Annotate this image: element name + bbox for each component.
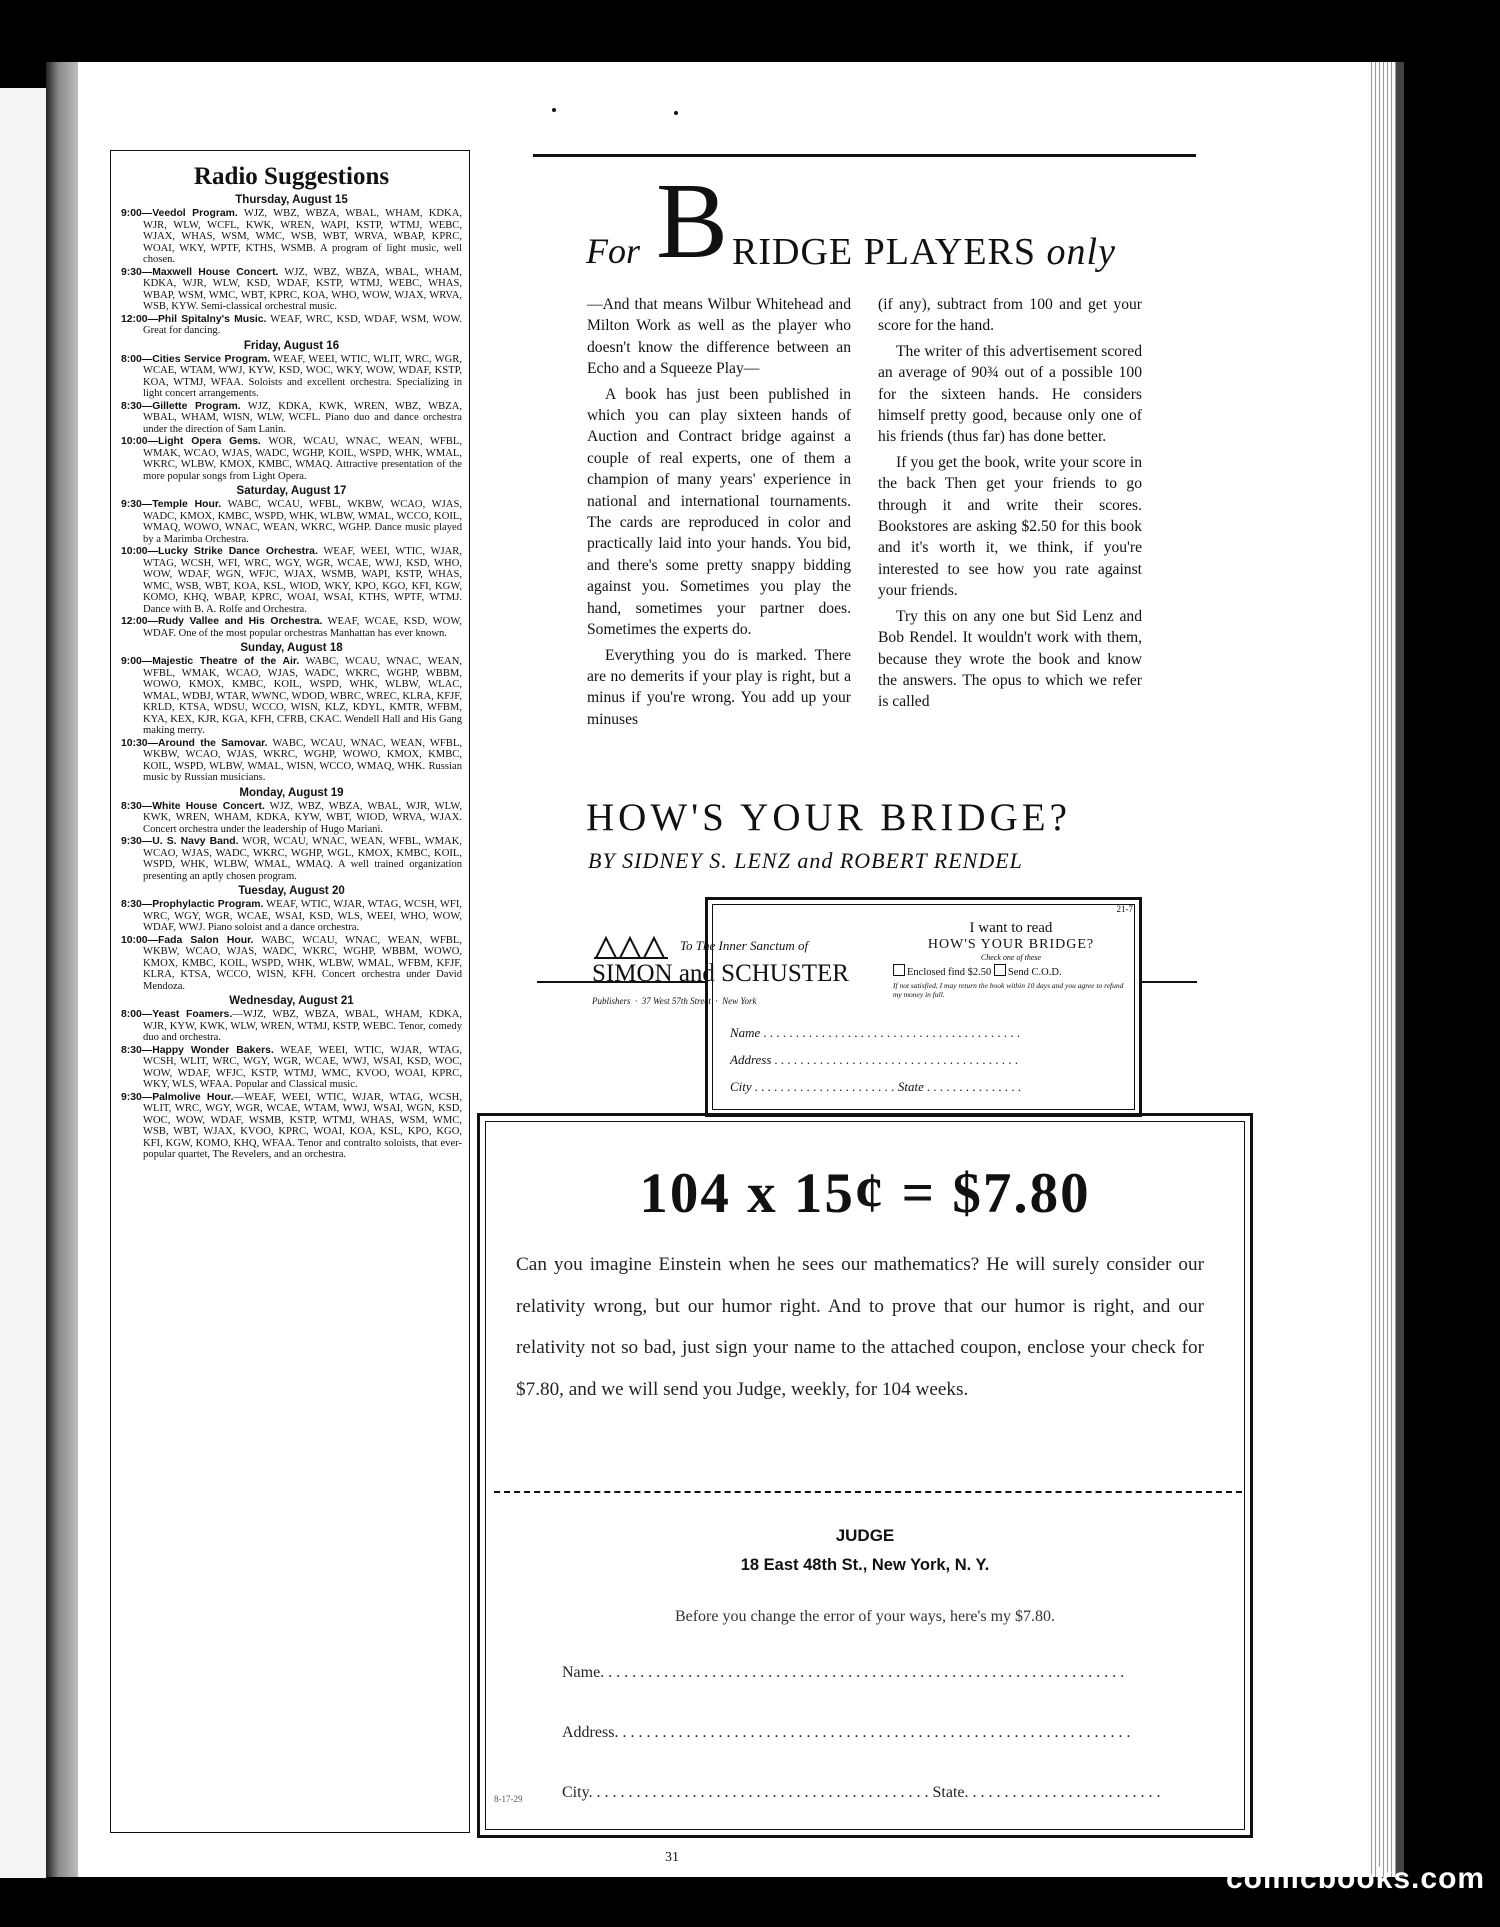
program-stations: WEAF, WCAE, KSD, WOW, WDAF. One of the most popular orchestras Manhattan has ever known. [143,616,462,639]
coupon-code: 21-7 [1116,904,1133,914]
radio-day-heading: Friday, August 16 [243,339,340,352]
page-edge-shadow [1396,62,1404,1877]
program-time-name: 12:00—Rudy Vallee and His Orchestra. [121,616,323,627]
radio-program [121,546,462,615]
program-time: 8:30 [121,899,142,910]
radio-program [121,1009,462,1044]
judge-name: JUDGE [835,1526,895,1545]
program-time-name: 8:00—Yeast Foamers. [121,1009,233,1020]
judge-state-label: State [932,1784,965,1801]
coupon-to-line: To The Inner Sanctum of [680,938,809,953]
bridge-paragraph: Everything you do is marked. There are no demerits if your play is right, but a minus if you're wrong. You add up your minuses [587,646,851,728]
radio-day-heading: Tuesday, August 20 [238,885,345,897]
judge-city-field[interactable]: City. . . . . . . . . . . . . . . . . . . . . . . . . . . . . . . . . . . . . . . . . . . State. . . . . . . . . . . . . . . . . . . . . . . . . [562,1784,1161,1801]
program-name: Prophylactic Program. [152,899,264,910]
program-stations: WJZ, KDKA, KWK, WREN, WBZ, WBZA, WBAL, WHAM, WISN, WLW, WCFL. Piano duo and dance orchestra under the direction of Sam Lanin. [143,400,462,435]
program-name: Majestic Theatre of the Air. [152,656,300,667]
radio-program [121,836,463,882]
program-time-name: 10:30—Around the Samovar. [121,737,268,749]
radio-program [121,656,462,737]
print-speck [674,111,678,115]
radio-listings [121,194,462,1161]
bridge-paragraph: —And that means Wilbur Whitehead and Milton Work as well as the player who doesn't know the difference between an Echo and a Squeeze Play— [587,296,851,378]
radio-program [121,353,462,400]
bridge-paragraph: If you get the book, write your score in the back Then get your friends to go through it and write their scores. Bookstores are asking $2.50 for this book and it's worth it, we think, if you're interested to see how you rate against your friends. [878,453,1142,600]
program-time: 10:00 [121,934,148,946]
program-time-name: 9:30—Temple Hour. [121,499,222,510]
program-name: Around the Samovar. [157,737,268,749]
coupon-book-title: HOW'S YOUR BRIDGE? [927,937,1095,952]
bridge-ad-top-rule [533,154,1196,157]
publisher-label: Publishers [592,996,631,1006]
coupon-address-field[interactable]: Address . . . . . . . . . . . . . . . . . . . . . . . . . . . . . . . . . . . . . . [730,1052,1019,1067]
program-stations: WEAF, WEEI, WTIC, WLIT, WRC, WGR, WCAE, WTAM, WWJ, KYW, KSD, WOC, WKY, WOW, WDAF, KSTP, KOA, WTMJ, WFAA. Soloists and excellent orchestra. Specializing in light concert arrangements. [143,353,462,399]
program-time-name: 9:30—Palmolive Hour. [121,1091,234,1103]
program-time: 9:30 [121,836,142,847]
program-name: Veedol Program. [152,208,238,219]
cod-checkbox[interactable] [994,964,1006,976]
radio-program [121,313,462,337]
program-name: Palmolive Hour. [152,1091,234,1103]
sower-logo-icon [592,934,672,960]
bridge-ad-column-1 [587,294,851,734]
coupon-city-label: City [730,1079,752,1094]
program-time-name: 9:00—Veedol Program. [121,208,238,219]
bridge-paragraph: (if any), subtract from 100 and get your score for the hand. [878,296,1142,335]
program-time: 10:30 [121,737,148,749]
book-title: HOW'S YOUR BRIDGE? [586,796,1071,839]
radio-program [121,737,462,784]
program-time: 9:30 [121,499,142,510]
enclosed-checkbox[interactable] [893,964,905,976]
program-time-name: 10:00—Light Opera Gems. [121,436,261,447]
bridge-ad-column-2 [878,294,1142,717]
radio-day-heading: Monday, August 19 [239,786,344,799]
judge-name-label: Name [562,1664,601,1681]
coupon-options [893,964,1129,978]
headline-only: only [1046,231,1116,273]
publisher-name: SIMON and SCHUSTER [592,960,849,987]
publisher-city: New York [722,996,757,1006]
coupon-name-label: Name [730,1025,761,1040]
program-name: Temple Hour. [152,499,222,510]
bridge-ad-headline [586,162,1206,281]
program-name: White House Concert. [152,800,265,812]
radio-suggestions-box [110,150,470,1833]
radio-day-heading: Thursday, August 15 [235,194,348,206]
program-time-name: 8:30—White House Concert. [121,800,265,812]
judge-coupon-caption: Before you change the error of your ways, here's my $7.80. [674,1608,1056,1625]
coupon-address-label: Address [730,1052,772,1067]
radio-program [121,899,462,934]
program-time-name: 8:00—Cities Service Program. [121,353,271,365]
program-stations: —WEAF, WEEI, WTIC, WJAR, WTAG, WCSH, WLIT, WRC, WGY, WGR, WCAE, WTAM, WWJ, WSAI, WGN, KSD, WOC, WOW, WDAF, WSMB, KSTP, WTMJ, WHAS, WSM, WMC, WSB, WBT, WJAX, KVOO, KPRC, WOAI, KOA, KSL, KPO, KGO, KFI, KGW, KOMO, KHQ, WFAA. Tenor and contralto soloists, that ever-popular quartet, The Revelers, and an orchestra. [143,1091,462,1160]
program-time-name: 9:30—Maxwell House Concert. [121,266,279,278]
program-time: 8:00 [121,353,142,365]
judge-headline: 104 x 15¢ = $7.80 [639,1162,1091,1225]
judge-name-field[interactable]: Name. . . . . . . . . . . . . . . . . . . . . . . . . . . . . . . . . . . . . . . . . . . . . . . . . . . . . . . . . . . . . . . . . . [562,1664,1125,1681]
program-time: 9:00 [121,208,142,219]
program-stations: WABC, WCAU, WNAC, WEAN, WFBL, WKBW, WCAO, WJAS, WADC, WKRC, WGHP, WBBM, WOWO, KMOX, KMBC, KOIL, WSPD, WHK, WLBW, WMAL, WFBM, KFJF, KLRA, KTSA, WCCO, WISN, KFH. Concert orchestra under David Mendoza. [143,934,462,992]
program-name: Fada Salon Hour. [157,934,254,946]
radio-program [121,266,462,313]
coupon-guarantee: If not satisfied, I may return the book within 10 days and you agree to refund my money in full. [893,981,1124,999]
judge-address: 18 East 48th St., New York, N. Y. [740,1556,990,1574]
program-stations: WABC, WCAU, WNAC, WEAN, WFBL, WMAK, WCAO, WJAS, WADC, WKRC, WGHP, WBBM, WOWO, KMOX, KMBC, KOIL, WSPD, WHK, WLBW, WLAC, WMAL, WDBJ, WTAR, WWNC, WDOD, WBRC, WREC, KLRA, KFJF, KRLD, KTSA, WDSU, WCCO, WISN, KLZ, KDYL, KMTR, WFBM, KYA, KEX, KJR, KGA, KFH, CFRB, CKAC. Wendell Hall and His Gang making merry. [143,656,462,736]
program-stations: WJZ, WBZ, WBZA, WBAL, WHAM, KDKA, WJR, WLW, KSD, WDAF, KSTP, WTMJ, WEBC, WHAS, WBAP, WSM, WMC, WBT, KPRC, KOA, WHO, WOW, WJAX, WRVA, WSB, KYW. Semi-classical orchestral music. [143,266,462,312]
program-stations: WJZ, WBZ, WBZA, WBAL, WHAM, KDKA, WJR, WLW, WCFL, KWK, WREN, WAPI, KSTP, WTMJ, WEBC, WJAX, WHAS, WSM, WMC, WSB, WBT, WRVA, WBAP, KPRC, WOAI, WKY, WPTF, KTHS, WSMB. A program of light music, well chosen. [143,208,462,265]
radio-title: Radio Suggestions [193,163,390,190]
program-stations: WEAF, WEEI, WTIC, WJAR, WTAG, WCSH, WFI, WRC, WGY, WGR, WCAE, WWJ, KSD, WHO, WOW, WDAF, WGN, WFJC, WJAX, WSMB, WAPI, KSTP, WHAS, WMC, WSB, WBT, KOA, KSL, WIOD, WKY, KPO, KGO, KFI, KGW, KOMO, KHQ, WBAP, KPRC, WOAI, WSAI, KTHS, WPTF, WTMJ. Dance with B. A. Rolfe and Orchestra. [143,546,462,615]
bridge-paragraph: The writer of this advertisement scored an average of 90¾ out of a possible 100 for the sixteen hands. He considers himself pretty good, because only one of his friends (thus far) has done better. [878,342,1142,446]
program-time: 9:00 [121,656,142,667]
print-speck [552,108,556,112]
bridge-paragraph: A book has just been published in which you can play sixteen hands of Auction and Contract bridge against a couple of real experts, one of them a champion of many years' experience in national and international tournaments. The cards are reproduced in color and practically laid into your hands. You bid, and there's some pretty snappy bidding against you. Sometimes you play the hand, sometimes your partner does. Sometimes the experts do. [587,385,851,639]
book-byline [588,848,1148,874]
coupon-side-rule-right [1141,981,1197,983]
program-name: Happy Wonder Bakers. [152,1044,274,1056]
headline-initial: B [656,162,729,281]
program-time-name: 12:00—Phil Spitalny's Music. [121,313,267,325]
radio-program [121,616,462,639]
coupon-want: I want to read [969,920,1053,936]
radio-day-heading: Sunday, August 18 [240,642,343,654]
program-name: Rudy Vallee and His Orchestra. [157,616,323,627]
program-stations: WOR, WCAU, WNAC, WEAN, WFBL, WMAK, WCAO, WJAS, WADC, WGHP, KOIL, WSPD, WHK, WMAL, WKRC, WLBW, KMOX, KMBC, WMAQ. Attractive presentation of the more popular songs from Light Opera. [143,436,462,482]
book-spine-shadow [46,62,78,1877]
facing-page-edge [0,88,46,1878]
judge-address-field[interactable]: Address. . . . . . . . . . . . . . . . . . . . . . . . . . . . . . . . . . . . . . . . . . . . . . . . . . . . . . . . . . . . . . . . . [562,1724,1131,1741]
program-time-name: 8:30—Happy Wonder Bakers. [121,1044,274,1056]
program-time-name: 10:00—Fada Salon Hour. [121,934,254,946]
radio-program [121,800,462,836]
cod-option-label: Send C.O.D. [1007,967,1062,978]
radio-program [121,208,462,266]
program-time: 8:30 [121,800,142,812]
simon-schuster-logo [592,934,932,1024]
coupon-state-label: State [897,1079,924,1094]
program-time-name: 8:30—Gillette Program. [121,400,241,412]
judge-cut-line [494,1491,1242,1493]
coupon-name-field[interactable]: Name . . . . . . . . . . . . . . . . . . . . . . . . . . . . . . . . . . . . . . . . [730,1025,1021,1040]
program-stations: WEAF, WRC, KSD, WDAF, WSM, WOW. Great for dancing. [143,313,462,336]
coupon-city-field[interactable]: City . . . . . . . . . . . . . . . . . . . . . . State . . . . . . . . . . . . . . . [730,1079,1022,1094]
page-edges [1368,62,1396,1877]
program-time: 8:30 [121,400,142,412]
program-time: 12:00 [121,616,148,627]
program-stations: WEAF, WEEI, WTIC, WJAR, WTAG, WCSH, WLIT, WRC, WGY, WGR, WCAE, WWJ, WSAI, KSD, WOC, WOW, WDAF, WFJC, KSTP, WTMJ, WMC, KVOO, WOAI, KPRC, WKY, WLS, WFAA. Popular and Classical music. [143,1044,463,1090]
program-time-name: 10:00—Lucky Strike Dance Orchestra. [121,546,318,557]
watermark: comicbooks.com [1226,1862,1486,1895]
program-time: 12:00 [121,313,148,325]
program-name: Lucky Strike Dance Orchestra. [157,546,318,557]
judge-city-label: City [562,1784,589,1801]
program-time: 8:30 [121,1044,142,1056]
headline-rest [732,230,1116,274]
program-time-name: 9:30—U. S. Navy Band. [121,836,239,847]
program-name: Maxwell House Concert. [152,266,279,278]
program-name: Cities Service Program. [152,353,271,365]
page-number: 31 [665,1850,679,1865]
radio-program [121,499,462,545]
program-time: 9:30 [121,266,142,278]
byline-and: and [797,848,834,873]
program-stations: WJZ, WBZ, WBZA, WBAL, WJR, WLW, KWK, WREN, WHAM, KDKA, KYW, WBT, WIOD, WRVA, WJAX. Concert orchestra under the leadership of Hugo Mariani. [143,800,462,835]
radio-program [121,400,462,436]
headline-for: For [586,231,640,271]
enclosed-option-label: Enclosed find $2.50 [907,967,992,978]
judge-coupon-code: 8-17-29 [494,1794,523,1804]
radio-day-heading: Wednesday, August 21 [229,995,354,1007]
program-stations: WEAF, WTIC, WJAR, WTAG, WCSH, WFI, WRC, WGY, WGR, WCAE, WSAI, KSD, WLS, WEEI, WHO, WOW, WDAF, WWJ. Piano soloist and a dance orchestra. [143,899,462,933]
coupon-check-instruction: Check one of these [980,953,1042,962]
byline-author1: BY SIDNEY S. LENZ [588,848,791,873]
simon-schuster-coupon[interactable] [592,897,1142,1117]
publisher-address: Publishers · 37 West 57th Street · New York [592,996,757,1006]
radio-program [121,1091,462,1161]
judge-body: Can you imagine Einstein when he sees our mathematics? He will surely consider our relativity wrong, but our humor right. And to prove that our humor is right, and our relativity not so bad, just sign your name to the attached coupon, enclose your check for $7.80, and we will send you Judge, weekly, for 104 weeks. [516,1254,1204,1400]
judge-address-label: Address [562,1724,615,1741]
program-stations: WABC, WCAU, WNAC, WEAN, WFBL, WKBW, WCAO, WJAS, WKRC, WGHP, WOWO, KMOX, KMBC, KOIL, WSPD, WLBW, WMAL, WISN, WCCO, WMAQ, WHK. Russian music by Russian musicians. [143,737,462,783]
program-name: U. S. Navy Band. [152,836,239,847]
program-stations: WABC, WCAU, WFBL, WKBW, WCAO, WJAS, WADC, KMOX, KMBC, WSPD, WHK, WLBW, WMAL, WCCO, KOIL, WMAQ, WOWO, WNAC, WEAN, WKRC, WGHP. Dance music played by a Marimba Orchestra. [143,499,462,545]
judge-subscription-ad [477,1113,1253,1838]
program-time: 10:00 [121,436,148,447]
program-name: Gillette Program. [152,400,241,412]
program-stations: WOR, WCAU, WNAC, WEAN, WFBL, WMAK, WCAO, WJAS, WADC, WKRC, WGHP, WGL, KMOX, KMBC, KOIL, WSPD, WHK, WLBW, WMAL, WMAQ. A well trained organization presenting an aptly chosen program. [143,836,463,882]
program-time: 8:00 [121,1009,142,1020]
program-stations: —WJZ, WBZ, WBZA, WBAL, WHAM, KDKA, WJR, KYW, KWK, WLW, WREN, WTMJ, KSTP, WEBC. Tenor, comedy duo and orchestra. [143,1009,462,1043]
program-name: Phil Spitalny's Music. [157,313,267,325]
radio-program [121,436,462,482]
program-time-name: 8:30—Prophylactic Program. [121,899,264,910]
program-time-name: 9:00—Majestic Theatre of the Air. [121,656,300,667]
program-time: 10:00 [121,546,148,557]
radio-day-heading: Saturday, August 17 [236,485,347,497]
radio-program [121,934,462,993]
publisher-street: 37 West 57th Street [641,996,711,1006]
radio-program [121,1044,463,1091]
headline-bridge-players: RIDGE PLAYERS [732,231,1037,273]
coupon-order-area [893,920,1129,999]
byline-author2: ROBERT RENDEL [839,848,1023,873]
bridge-paragraph: Try this on any one but Sid Lenz and Bob Rendel. It wouldn't work with them, because they wrote the book and know the answers. The opus to which we refer is called [878,607,1142,711]
program-name: Light Opera Gems. [157,436,261,447]
program-name: Yeast Foamers. [152,1009,233,1020]
program-time: 9:30 [121,1091,142,1103]
